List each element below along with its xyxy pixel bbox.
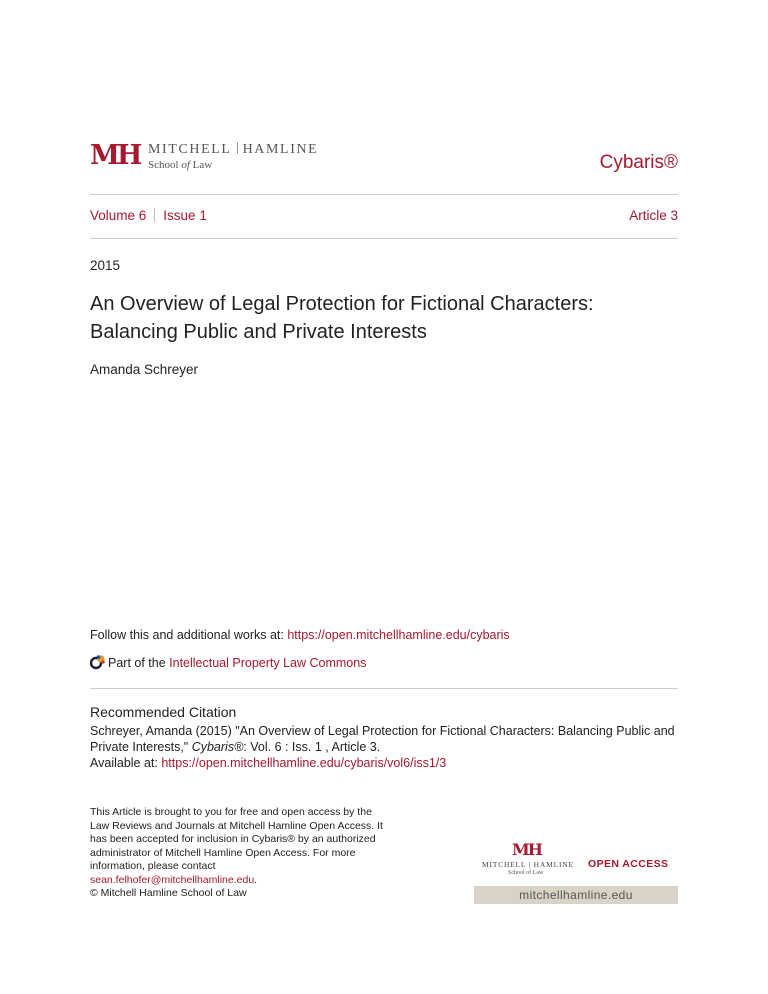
logo-law: Law — [192, 159, 213, 171]
open-access-badge[interactable] — [474, 840, 678, 904]
part-of-prefix: Part of the — [108, 656, 170, 670]
citation-journal: Cybaris® — [191, 740, 244, 754]
logo-monogram: MH — [90, 140, 140, 171]
badge-monogram: MH — [512, 840, 541, 859]
issue-separator — [154, 208, 155, 222]
badge-subtitle: School of Law — [508, 870, 544, 876]
badge-name: MITCHELL | HAMLINE — [482, 860, 574, 869]
mitchell-hamline-logo[interactable] — [90, 140, 330, 174]
citation-text — [90, 723, 690, 771]
follow-url-link[interactable]: https://open.mitchellhamline.edu/cybaris — [287, 628, 510, 642]
logo-school: School — [148, 159, 179, 171]
commons-link[interactable]: Intellectual Property Law Commons — [169, 656, 367, 670]
citation-text-part-1: Schreyer, Amanda (2015) "An Overview of Legal Protection for Fictional Characters: Balancing Public and Private Interests," — [90, 724, 675, 754]
header-divider — [90, 194, 678, 195]
logo-name-right: HAMLINE — [242, 142, 319, 157]
recommended-citation-heading: Recommended Citation — [90, 704, 237, 720]
publication-year: 2015 — [90, 258, 121, 273]
part-of-line — [90, 654, 366, 670]
volume-link[interactable]: Volume 6 — [90, 208, 147, 223]
citation-divider — [90, 688, 678, 689]
contact-email-link[interactable]: sean.felhofer@mitchellhamline.edu — [90, 873, 255, 886]
issue-link[interactable]: Issue 1 — [163, 208, 207, 223]
available-prefix: Available at: — [90, 756, 162, 770]
logo-name-left: MITCHELL — [148, 142, 232, 157]
journal-title-link[interactable]: Cybaris® — [599, 152, 678, 173]
access-note-text: This Article is brought to you for free and open access by the Law Reviews and Journals at Mitchell Hamline Open Access. It has been accepted for inclusion in Cybaris® by an authorized administrator of Mitchell Hamline Open Access. For more information, please contact — [90, 806, 383, 872]
access-note — [90, 806, 390, 901]
copyright-line: © Mitchell Hamline School of Law — [90, 887, 247, 899]
logo-name — [148, 142, 318, 158]
article-title: An Overview of Legal Protection for Fictional Characters: Balancing Public and Private Interests — [90, 293, 594, 343]
citation-text-part-2: : Vol. 6 : Iss. 1 , Article 3. — [243, 740, 381, 754]
badge-url: mitchellhamline.edu — [474, 886, 678, 904]
issue-divider — [90, 238, 678, 239]
issue-row — [90, 208, 678, 223]
follow-line — [90, 628, 510, 642]
badge-open-access-label: OPEN ACCESS — [588, 858, 669, 870]
logo-of: of — [181, 159, 190, 171]
article-link[interactable]: Article 3 — [629, 208, 678, 223]
logo-subtitle — [148, 159, 212, 171]
author-name: Amanda Schreyer — [90, 362, 199, 377]
network-commons-icon — [90, 654, 106, 670]
follow-prefix: Follow this and additional works at: — [90, 628, 288, 642]
email-suffix: . — [254, 873, 258, 886]
citation-url-link[interactable]: https://open.mitchellhamline.edu/cybaris/vol6/iss1/3 — [161, 756, 447, 770]
